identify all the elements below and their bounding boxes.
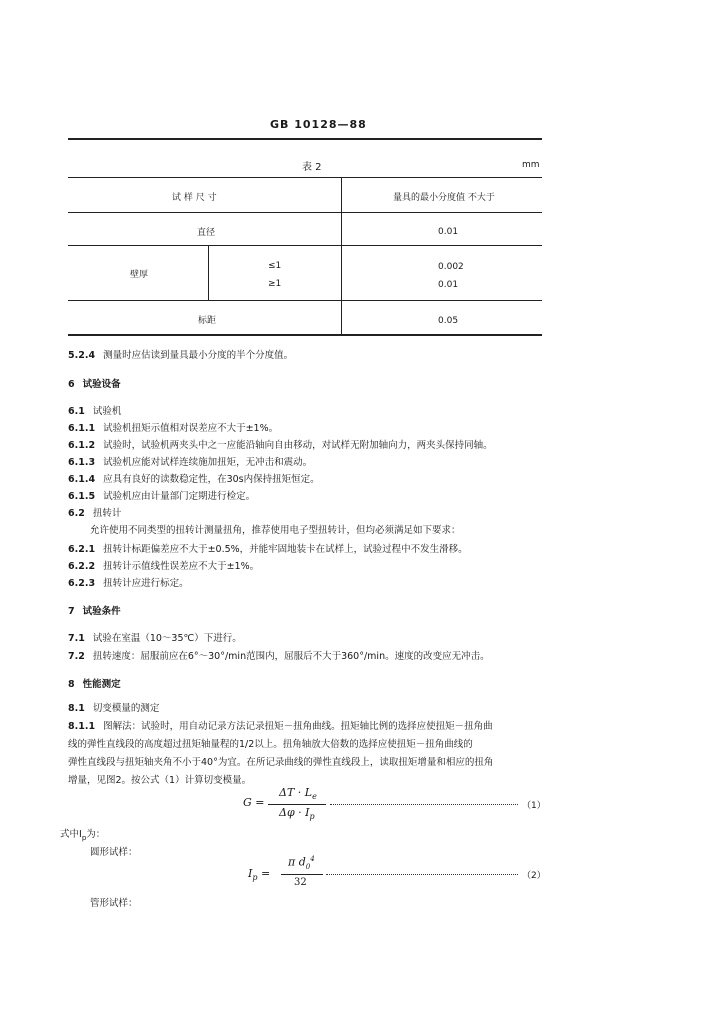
- table-col-divider: [341, 177, 342, 335]
- row-value-wall-1: 0.002: [438, 262, 464, 272]
- clause-number: 6.1.1: [68, 423, 96, 434]
- leader-dots: [330, 798, 518, 805]
- clause-text: 扭转计标距偏差应不大于±0.5%，并能牢固地装卡在试样上，试验过程中不发生滑移。: [103, 544, 468, 555]
- section-title: 性能测定: [82, 679, 121, 690]
- section-number: 8: [68, 679, 75, 690]
- clause-number: 6.2.1: [68, 544, 96, 555]
- table-caption: 表 2: [302, 162, 322, 173]
- clause-number: 8.1: [68, 703, 85, 714]
- clause-text: 试验机扭矩示值相对误差应不大于±1%。: [103, 423, 279, 434]
- clause-6-2-2: [68, 558, 259, 572]
- clause-8-1-1: [68, 718, 493, 732]
- standard-number: GB 10128—88: [270, 118, 367, 131]
- clause-text: 扭转计: [92, 508, 122, 519]
- clause-6-1: [68, 403, 121, 417]
- row-label-diameter: 直径: [197, 228, 216, 238]
- clause-8-1-1-line3: 弹性直线段与扭矩轴夹角不小于40°为宜。在所记录曲线的弹性直线段上，读取扭矩增量和相应的扭角: [68, 757, 494, 768]
- where-tail: 为：: [86, 829, 106, 840]
- where-text: 式中I: [60, 829, 82, 840]
- clause-number: 6.1.2: [68, 440, 96, 451]
- tube-specimen-label: 管形试样：: [90, 898, 138, 909]
- formula-lhs: [248, 867, 270, 882]
- row-sub-le1: ≤1: [268, 261, 282, 271]
- clause-number: 6.1.4: [68, 474, 96, 485]
- clause-text: 应具有良好的读数稳定性，在30s内保持扭矩恒定。: [103, 474, 320, 485]
- clause-number: 6.1.3: [68, 457, 96, 468]
- clause-6-1-5: [68, 488, 255, 502]
- numerator-subscript: e: [312, 792, 317, 802]
- clause-6-1-3: [68, 454, 312, 468]
- clause-number: 6.1: [68, 406, 85, 417]
- table-row-rule: [68, 245, 542, 246]
- equation-number: （1）: [522, 801, 546, 811]
- row-value-diameter: 0.01: [438, 227, 459, 237]
- denominator-subscript: p: [309, 812, 315, 822]
- col-header-specimen-size: 试 样 尺 寸: [172, 193, 217, 203]
- clause-text: 扭转计应进行标定。: [103, 578, 189, 589]
- table-top-rule: [68, 138, 542, 140]
- clause-number: 6.2.3: [68, 578, 96, 589]
- formula-denominator: 32: [294, 877, 307, 888]
- clause-6-2-intro: 允许使用不同类型的扭转计测量扭角，推荐使用电子型扭转计，但均必须满足如下要求：: [90, 525, 461, 536]
- section-7-heading: [68, 603, 121, 617]
- fraction-bar: [281, 874, 323, 875]
- clause-8-1-1-line4: 增量，见图2。按公式（1）计算切变模量。: [68, 775, 252, 786]
- section-6-heading: [68, 376, 121, 390]
- clause-7-2: [68, 648, 490, 662]
- row-label-wall-thickness: 壁厚: [130, 270, 149, 280]
- clause-6-2-1: [68, 541, 468, 555]
- clause-6-2-3: [68, 575, 189, 589]
- table-header-top-rule: [68, 177, 542, 178]
- clause-number: 6.1.5: [68, 491, 96, 502]
- equals-sign: =: [260, 867, 271, 880]
- section-title: 试验设备: [82, 379, 121, 390]
- clause-number: 6.2: [68, 508, 85, 519]
- clause-7-1: [68, 630, 242, 644]
- clause-number: 7.1: [68, 633, 85, 644]
- round-specimen-label: 圆形试样：: [90, 847, 138, 858]
- numerator-text: π d: [288, 855, 306, 869]
- formula-denominator: [279, 806, 315, 821]
- clause-text: 试验在室温（10～35℃）下进行。: [92, 633, 242, 644]
- numerator-superscript: 4: [310, 855, 315, 863]
- lhs-subscript: p: [252, 873, 258, 883]
- section-8-heading: [68, 676, 121, 690]
- clause-5-2-4: [68, 347, 293, 361]
- clause-text: 扭转计示值线性误差应不大于±1%。: [103, 561, 260, 572]
- leader-dots: [326, 868, 518, 875]
- equation-number: （2）: [522, 871, 546, 881]
- clause-6-1-1: [68, 420, 278, 434]
- clause-6-1-4: [68, 471, 320, 485]
- clause-text: 切变模量的测定: [92, 703, 160, 714]
- table-row-rule: [68, 300, 542, 301]
- clause-text: 试验机应能对试样连续施加扭矩，无冲击和震动。: [103, 457, 313, 468]
- table-row-rule: [68, 212, 542, 213]
- clause-number: 7.2: [68, 651, 85, 662]
- formula-lhs: G =: [243, 796, 265, 809]
- row-label-gauge-length: 标距: [198, 316, 217, 326]
- section-number: 7: [68, 606, 75, 617]
- row-sub-ge1: ≥1: [268, 279, 282, 289]
- clause-8-1: [68, 700, 159, 714]
- clause-6-1-2: [68, 437, 493, 451]
- formula-numerator: [279, 786, 317, 801]
- numerator-subscript: 0: [305, 862, 311, 871]
- table-bottom-rule: [68, 334, 542, 336]
- numerator-text: ΔT · L: [279, 786, 313, 799]
- col-header-min-division: 量具的最小分度值 不大于: [393, 193, 495, 203]
- where-subscript: p: [81, 833, 87, 842]
- row-value-wall-2: 0.01: [438, 280, 459, 290]
- denominator-text: Δφ · I: [279, 806, 310, 819]
- clause-number: 6.2.2: [68, 561, 96, 572]
- clause-text: 测量时应估读到量具最小分度的半个分度值。: [103, 350, 294, 361]
- clause-8-1-1-line2: 线的弹性直线段的高度超过扭矩轴量程的1/2以上。扭角轴放大倍数的选择应使扭矩－扭角曲线的: [68, 739, 473, 750]
- clause-number: 8.1.1: [68, 721, 96, 732]
- clause-text: 扭转速度：屈服前应在6°～30°/min范围内，屈服后不大于360°/min。速度的改变应无冲击。: [92, 651, 490, 662]
- where-line: [60, 826, 105, 842]
- table-subcol-divider: [208, 245, 209, 300]
- clause-6-2: [68, 505, 121, 519]
- clause-text: 试验机应由计量部门定期进行检定。: [103, 491, 256, 502]
- lhs-text: I: [248, 867, 253, 880]
- row-value-gauge-length: 0.05: [438, 316, 459, 326]
- formula-numerator: [288, 855, 315, 871]
- section-title: 试验条件: [82, 606, 121, 617]
- section-number: 6: [68, 379, 75, 390]
- table-unit: mm: [522, 160, 540, 170]
- clause-text: 试验机: [92, 406, 122, 417]
- clause-text: 图解法：试验时，用自动记录方法记录扭矩－扭角曲线。扭矩轴比例的选择应使扭矩－扭角曲: [103, 721, 493, 732]
- clause-number: 5.2.4: [68, 350, 96, 361]
- clause-text: 试验时，试验机两夹头中之一应能沿轴向自由移动，对试样无附加轴向力，两夹头保持同轴。: [103, 440, 493, 451]
- fraction-bar: [268, 804, 326, 805]
